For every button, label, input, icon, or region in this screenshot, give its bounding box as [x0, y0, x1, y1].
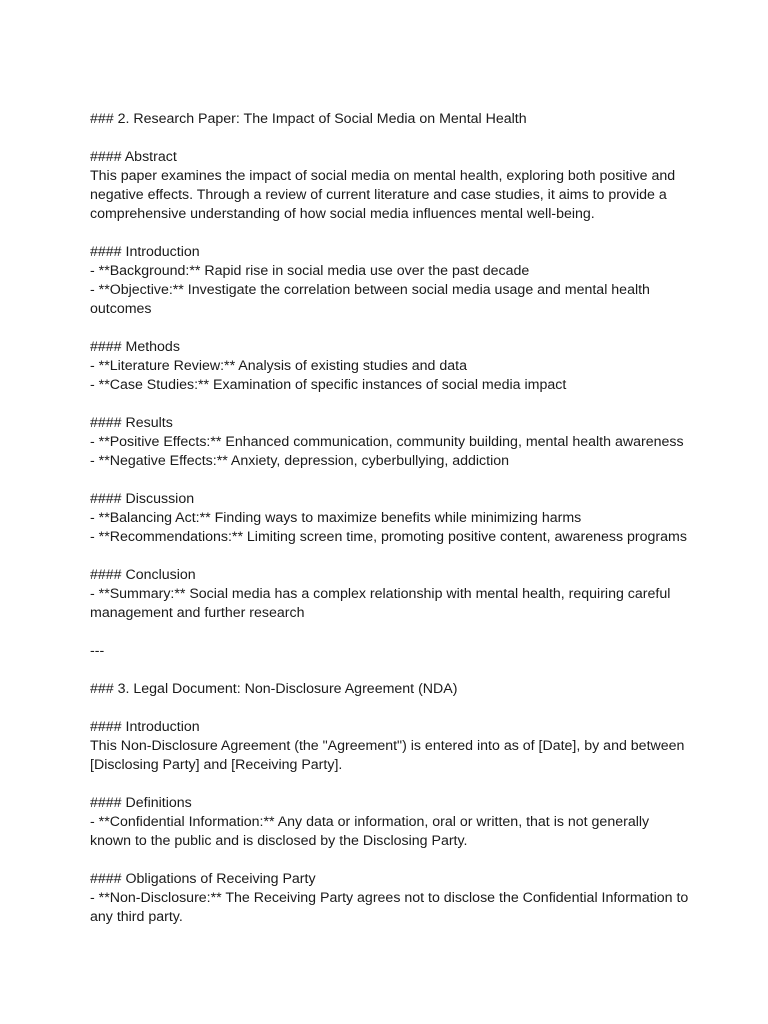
list-item: - **Recommendations:** Limiting screen time, promoting positive content, awareness programs — [90, 529, 687, 545]
list-item: - **Summary:** Social media has a complex relationship with mental health, requiring careful — [90, 586, 671, 602]
blank-line — [90, 661, 682, 680]
paragraph-line: This Non-Disclosure Agreement (the "Agreement") is entered into as of [Date], by and between — [90, 738, 685, 754]
blank-line — [90, 775, 682, 794]
subsection-heading: #### Methods — [90, 339, 180, 355]
paragraph-line: This paper examines the impact of social media on mental health, exploring both positive and — [90, 168, 676, 184]
horizontal-rule-text: --- — [90, 643, 105, 659]
blank-line — [90, 224, 682, 243]
section-heading: ### 3. Legal Document: Non-Disclosure Agreement (NDA) — [90, 681, 458, 697]
section-heading: ### 2. Research Paper: The Impact of Social Media on Mental Health — [90, 111, 527, 127]
paragraph-line: comprehensive understanding of how social media influences mental well-being. — [90, 206, 595, 222]
subsection-heading: #### Introduction — [90, 719, 200, 735]
blank-line — [90, 699, 682, 718]
list-item: - **Case Studies:** Examination of specific instances of social media impact — [90, 377, 567, 393]
subsection-heading: #### Discussion — [90, 491, 195, 507]
blank-line — [90, 471, 682, 490]
list-item: - **Positive Effects:** Enhanced communication, community building, mental health awareness — [90, 434, 684, 450]
subsection-heading: #### Definitions — [90, 795, 192, 811]
list-item: - **Literature Review:** Analysis of existing studies and data — [90, 358, 467, 374]
blank-line — [90, 319, 682, 338]
list-item-continuation: any third party. — [90, 909, 183, 925]
subsection-heading: #### Abstract — [90, 149, 177, 165]
blank-line — [90, 129, 682, 148]
blank-line — [90, 851, 682, 870]
subsection-heading: #### Introduction — [90, 244, 200, 260]
list-item: - **Negative Effects:** Anxiety, depression, cyberbullying, addiction — [90, 453, 510, 469]
blank-line — [90, 395, 682, 414]
subsection-heading: #### Conclusion — [90, 567, 196, 583]
list-item-continuation: known to the public and is disclosed by the Disclosing Party. — [90, 833, 468, 849]
subsection-heading: #### Obligations of Receiving Party — [90, 871, 316, 887]
list-item: - **Balancing Act:** Finding ways to maximize benefits while minimizing harms — [90, 510, 582, 526]
list-item: - **Background:** Rapid rise in social media use over the past decade — [90, 263, 530, 279]
list-item-continuation: management and further research — [90, 605, 305, 621]
list-item: - **Non-Disclosure:** The Receiving Party agrees not to disclose the Confidential Information to — [90, 890, 689, 906]
document-page — [90, 110, 689, 927]
paragraph-line: [Disclosing Party] and [Receiving Party]. — [90, 757, 343, 773]
list-item: - **Objective:** Investigate the correlation between social media usage and mental health — [90, 282, 650, 298]
subsection-heading: #### Results — [90, 415, 173, 431]
list-item-continuation: outcomes — [90, 301, 152, 317]
paragraph-line: negative effects. Through a review of current literature and case studies, it aims to provide a — [90, 187, 667, 203]
blank-line — [90, 623, 682, 642]
blank-line — [90, 547, 682, 566]
list-item: - **Confidential Information:** Any data or information, oral or written, that is not generally — [90, 814, 650, 830]
